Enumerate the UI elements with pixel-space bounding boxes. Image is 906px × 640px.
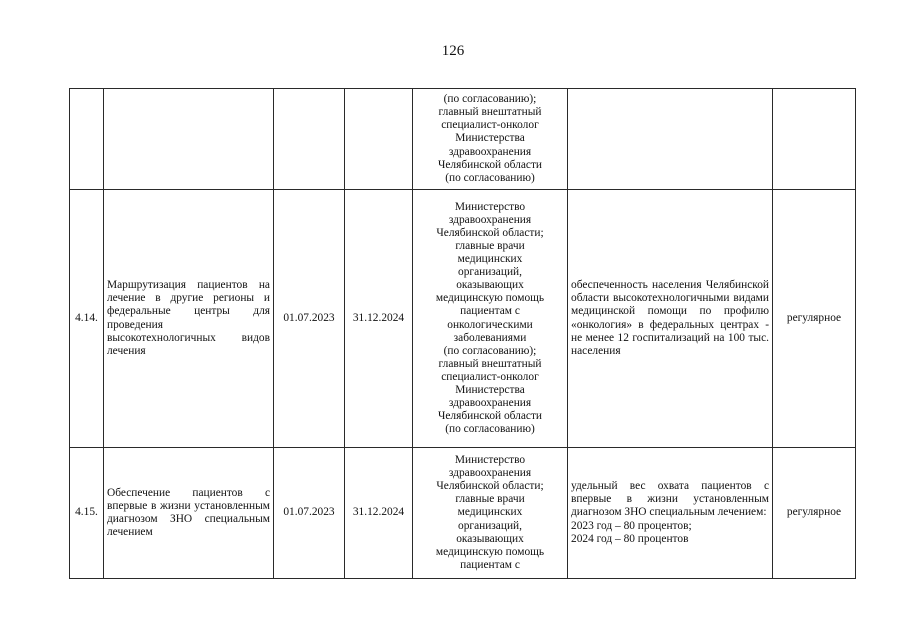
measure-name-cell: Маршрутизация пациентов на лечение в другие регионы и федеральные центры для проведения высокотехнологичных видов лечения	[104, 190, 274, 448]
end-date-cell: 31.12.2024	[345, 448, 413, 579]
table-row	[70, 89, 856, 190]
row-number-cell	[70, 89, 104, 190]
start-date-cell: 01.07.2023	[274, 190, 345, 448]
executors-cell: (по согласованию); главный внештатный специалист-онколог Министерства здравоохранения Челябинской области (по согласованию)	[413, 89, 568, 190]
page-number: 126	[441, 43, 465, 59]
end-date-cell	[345, 89, 413, 190]
plan-table	[69, 88, 856, 579]
measure-name-cell: Обеспечение пациентов с впервые в жизни установленным диагнозом ЗНО специальным лечением	[104, 448, 274, 579]
periodicity-cell: регулярное	[773, 190, 856, 448]
start-date-cell: 01.07.2023	[274, 448, 345, 579]
row-number-cell: 4.15.	[70, 448, 104, 579]
measure-name-cell	[104, 89, 274, 190]
table-row	[70, 448, 856, 579]
periodicity-cell: регулярное	[773, 448, 856, 579]
table-row	[70, 190, 856, 448]
row-number-cell: 4.14.	[70, 190, 104, 448]
indicator-cell	[568, 89, 773, 190]
indicator-cell: удельный вес охвата пациентов с впервые в жизни установленным диагнозом ЗНО специальным лечением: 2023 год – 80 процентов; 2024 год – 80 процентов	[568, 448, 773, 579]
executors-cell: Министерство здравоохранения Челябинской области; главные врачи медицинских организаций, оказывающих медицинскую помощь пациентам с онкологическими заболеваниями (по согласованию); главный внештатный специалист-онколог Министерства здравоохранения Челябинской области (по согласованию)	[413, 190, 568, 448]
executors-cell: Министерство здравоохранения Челябинской области; главные врачи медицинских организаций, оказывающих медицинскую помощь пациентам с	[413, 448, 568, 579]
periodicity-cell	[773, 89, 856, 190]
start-date-cell	[274, 89, 345, 190]
indicator-cell: обеспеченность населения Челябинской области высокотехнологичными видами медицинской помощи по профилю «онкология» в федеральных центрах - не менее 12 госпитализаций на 100 тыс. населения	[568, 190, 773, 448]
end-date-cell: 31.12.2024	[345, 190, 413, 448]
